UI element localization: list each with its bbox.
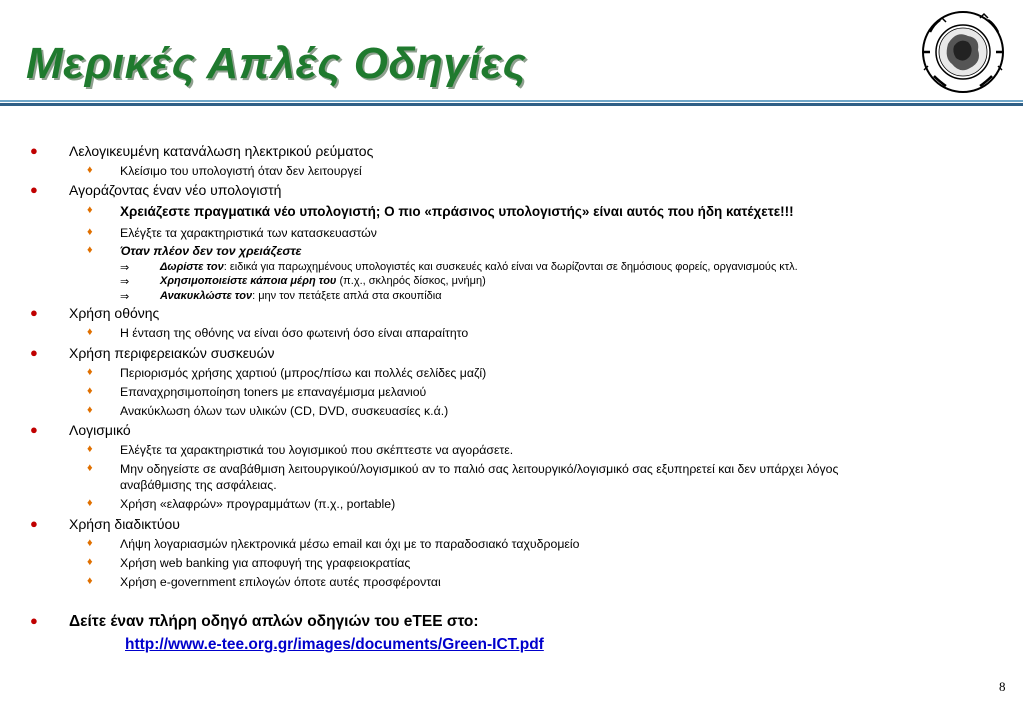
bullet-text: Κλείσιμο του υπολογιστή όταν δεν λειτουργεί <box>120 164 362 178</box>
bullet-label: Ανακυκλώστε τον <box>160 290 253 302</box>
double-arrow-icon: ⇒ <box>120 262 130 274</box>
bullet-text: : ειδικά για παρωχημένους υπολογιστές και συσκευές καλό είναι να δωρίζονται σε δημόσιους φορείς, οργανισμούς κτλ. <box>223 261 798 273</box>
bullet-text: Ανακύκλωση όλων των υλικών (CD, DVD, συσκευασίες κ.ά.) <box>120 404 449 418</box>
guide-link[interactable]: http://www.e-tee.org.gr/images/documents/Green-ICT.pdf <box>125 636 544 653</box>
bullet-text: Μην οδηγείστε σε αναβάθμιση λειτουργικού/λογισμικού αν το παλιό σας λειτουργικό/λογισμικό σας εξυπηρετεί και δεν υπάρχει λόγος <box>120 462 839 476</box>
orange-diamond-icon: ♦ <box>87 404 93 416</box>
bullet-text: Χρήση περιφερειακών συσκευών <box>69 345 275 361</box>
orange-diamond-icon: ♦ <box>87 537 93 549</box>
orange-diamond-icon: ♦ <box>87 556 93 568</box>
guide-link-row <box>125 636 544 654</box>
bullet-text: Περιορισμός χρήσης χαρτιού (μπρος/πίσω και πολλές σελίδες μαζί) <box>120 366 487 380</box>
bullet-text: Χρήση e-government επιλογών όποτε αυτές προσφέρονται <box>120 575 441 589</box>
red-dot-icon: ● <box>30 345 38 360</box>
red-dot-icon: ● <box>30 516 38 531</box>
bullet-text: Χρήση «ελαφρών» προγραμμάτων (π.χ., portable) <box>120 497 396 511</box>
orange-diamond-icon: ♦ <box>87 226 93 238</box>
red-dot-icon: ● <box>30 422 38 437</box>
orange-diamond-icon: ♦ <box>87 575 93 587</box>
double-arrow-icon: ⇒ <box>120 291 130 303</box>
red-dot-icon: ● <box>30 143 38 158</box>
bullet-text: Επαναχρησιμοποίηση toners με επαναγέμισμα μελανιού <box>120 385 427 399</box>
bullet-text: Χρήση web banking για αποφυγή της γραφειοκρατίας <box>120 556 411 570</box>
orange-diamond-icon: ♦ <box>87 462 93 474</box>
red-dot-icon: ● <box>30 305 38 320</box>
bullet-text: Χρειάζεστε πραγματικά νέο υπολογιστή; Ο πιο «πράσινος υπολογιστής» είναι αυτός που ήδη κατέχετε!!! <box>120 204 794 219</box>
bullet-text: Αγοράζοντας έναν νέο υπολογιστή <box>69 182 282 198</box>
bullet-text: Χρήση οθόνης <box>69 305 160 321</box>
slide-title: Μερικές Απλές Οδηγίες <box>26 39 527 88</box>
bullet-text: Η ένταση της οθόνης να είναι όσο φωτεινή όσο είναι απαραίτητο <box>120 326 469 340</box>
red-dot-icon: ● <box>30 613 38 628</box>
bullet-text: : μην τον πετάξετε απλά στα σκουπίδια <box>252 290 442 302</box>
bullet-text: Ελέγξτε τα χαρακτηριστικά του λογισμικού που σκέπτεστε να αγοράσετε. <box>120 443 514 457</box>
orange-diamond-icon: ♦ <box>87 326 93 338</box>
orange-diamond-icon: ♦ <box>87 164 93 176</box>
orange-diamond-icon: ♦ <box>87 497 93 509</box>
bullet-text: Ελέγξτε τα χαρακτηριστικά των κατασκευαστών <box>120 226 377 240</box>
bullet-text: αναβάθμισης της ασφάλειας. <box>120 478 277 492</box>
orange-diamond-icon: ♦ <box>87 385 93 397</box>
orange-diamond-icon: ♦ <box>87 244 93 256</box>
bullet-text: Χρήση διαδικτύου <box>69 516 180 532</box>
guide-note: Δείτε έναν πλήρη οδηγό απλών οδηγιών του eTEE στο: <box>69 613 479 630</box>
double-arrow-icon: ⇒ <box>120 276 130 288</box>
orange-diamond-icon: ♦ <box>87 443 93 455</box>
orange-diamond-icon: ♦ <box>87 204 93 216</box>
orange-diamond-icon: ♦ <box>87 366 93 378</box>
bullet-text: (π.χ., σκληρός δίσκος, μνήμη) <box>336 275 486 287</box>
page-number: 8 <box>999 679 1006 694</box>
bullet-text: Λογισμικό <box>69 422 131 438</box>
red-dot-icon: ● <box>30 182 38 197</box>
bullet-text: Λελογικευμένη κατανάλωση ηλεκτρικού ρεύματος <box>69 143 374 159</box>
bullet-text: Λήψη λογαριασμών ηλεκτρονικά μέσω email και όχι με το παραδοσιακό ταχυδρομείο <box>120 537 580 551</box>
bullet-text: Όταν πλέον δεν τον χρειάζεστε <box>120 244 302 258</box>
bullet-label: Δωρίστε τον <box>160 261 224 273</box>
bullet-label: Χρησιμοποιείστε κάποια μέρη του <box>160 275 337 287</box>
